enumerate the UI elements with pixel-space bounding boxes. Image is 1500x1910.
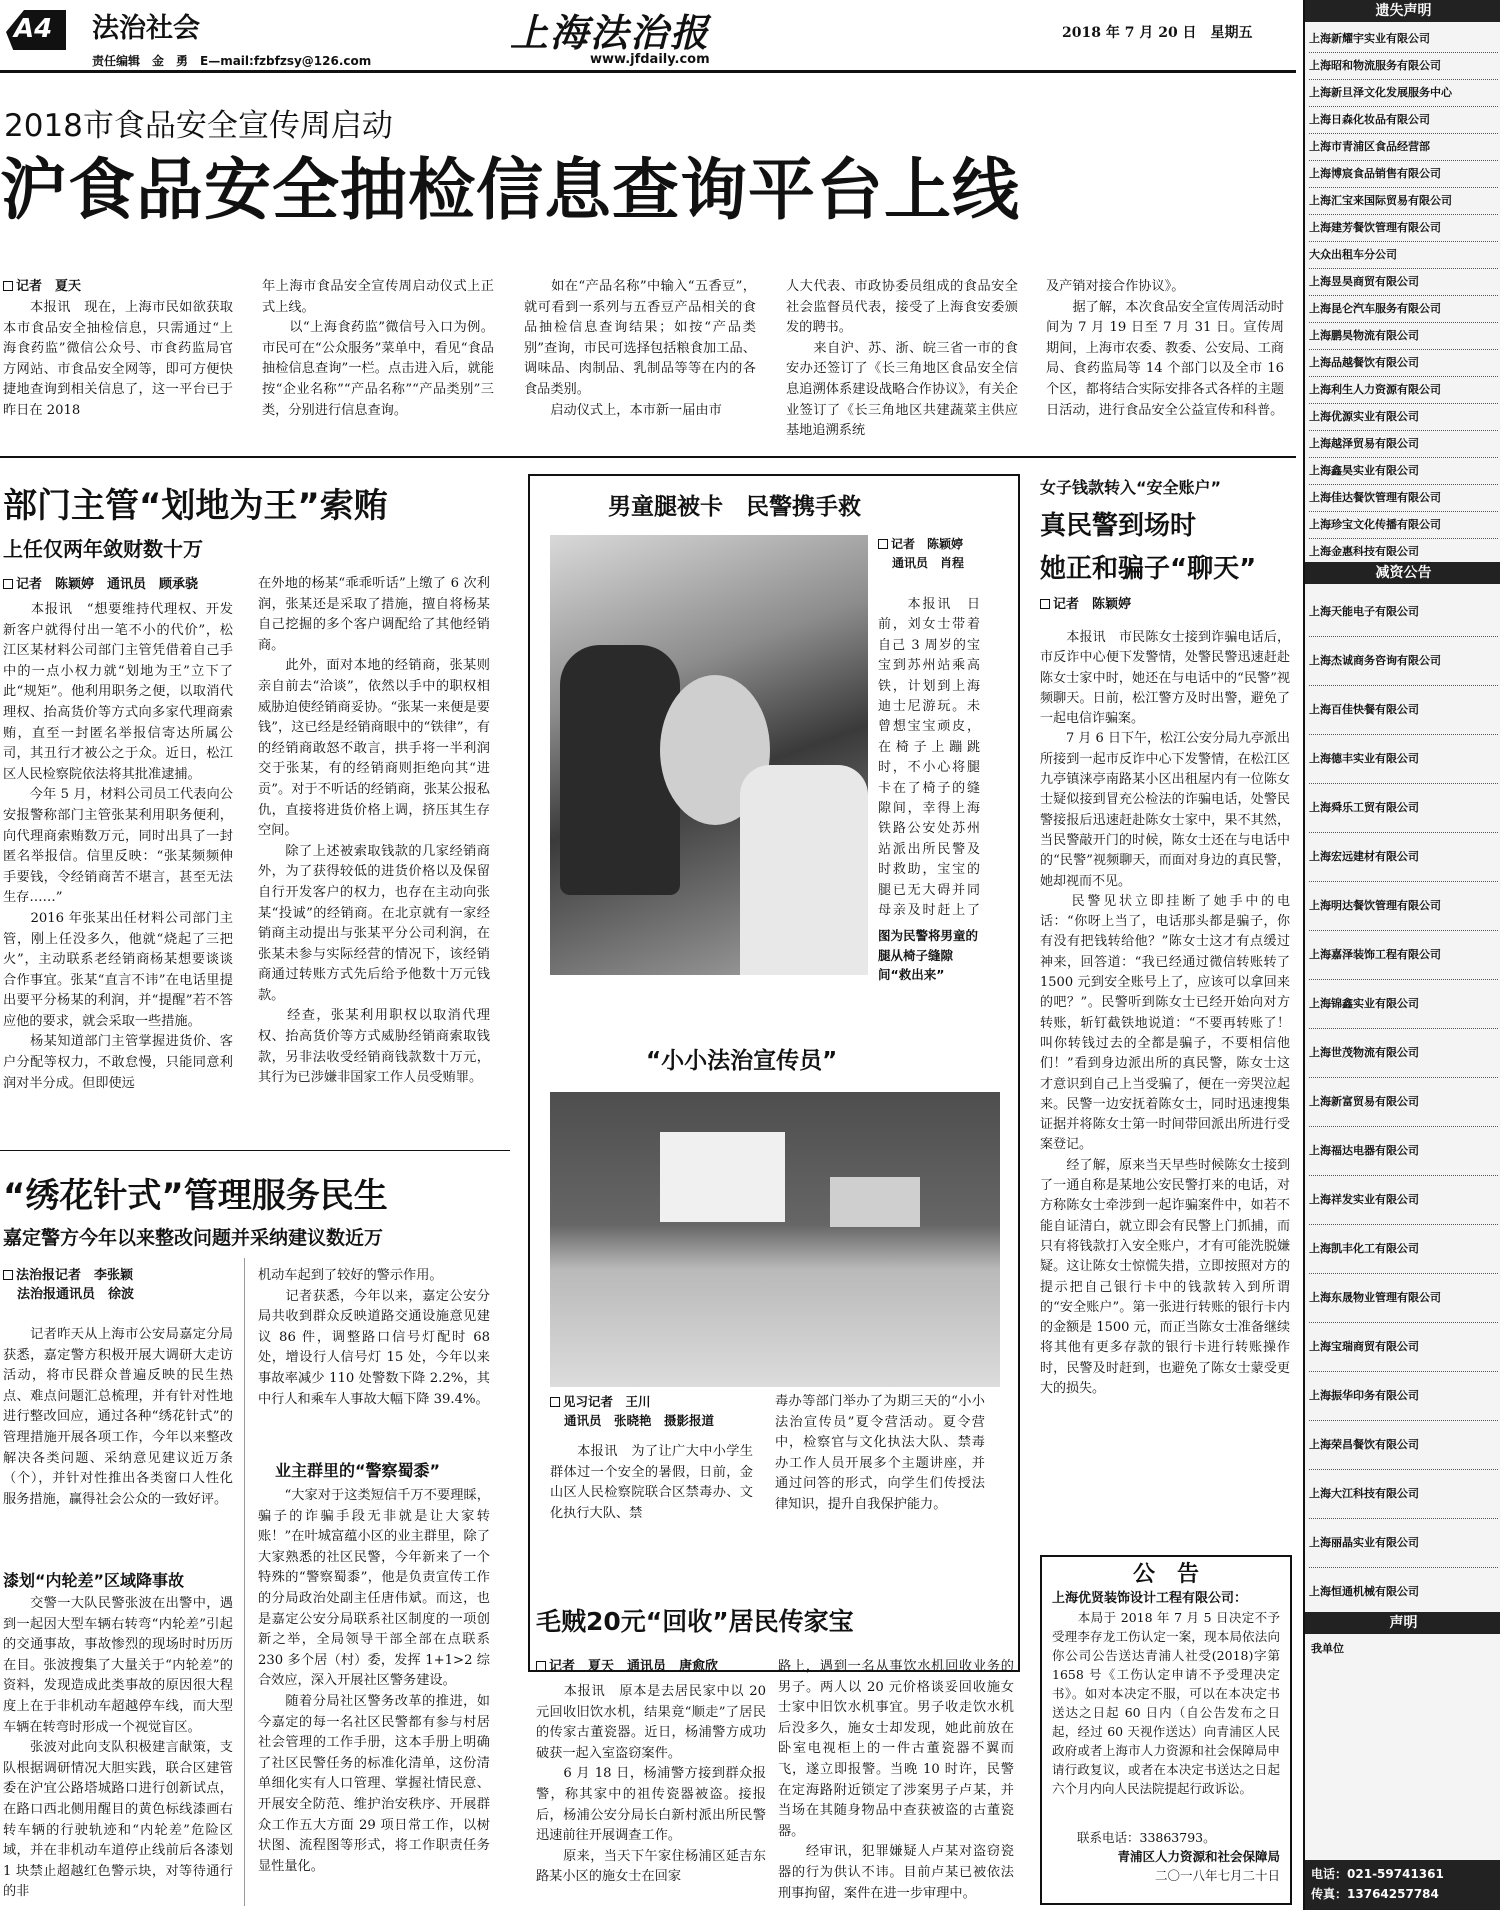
ad-item: 上海昱昊商贸有限公司 (1309, 269, 1498, 296)
ad-item: 上海恒通机械有限公司 (1309, 1568, 1498, 1608)
ad-item: 上海丽晶实业有限公司 (1309, 1519, 1498, 1568)
ad-item: 上海凯丰化工有限公司 (1309, 1225, 1498, 1274)
lead-col-2: 年上海市食品安全宣传周启动仪式上正式上线。 以“上海食药监”微信号入口为例。市民可在“公众服务”菜单中，看见“食品抽检信息查询”一栏。点击进入后，就能按“企业名称”“产品名称”“产品类别”三类，分别进行信息查询。 (262, 279, 494, 418)
ad-item: 上海东晟物业管理有限公司 (1309, 1274, 1498, 1323)
ad-item: 上海市青浦区食品经营部 (1309, 134, 1498, 161)
kids-headline: “小小法治宣传员” (646, 1048, 838, 1074)
thief-headline: 毛贼20元“回收”居民传家宝 (536, 1602, 860, 1638)
website: www.jfdaily.com (590, 52, 710, 67)
ad-item: 上海天能电子有限公司 (1309, 588, 1498, 637)
notice-title: 公 告 (1132, 1562, 1199, 1587)
phone-2: 13764257784 (1347, 1887, 1439, 1901)
ad-item: 上海百佳快餐有限公司 (1309, 686, 1498, 735)
ad-item: 上海宝瑞商贸有限公司 (1309, 1323, 1498, 1372)
ad-item: 上海昭和物流服务有限公司 (1309, 53, 1498, 80)
lead-kicker: 2018市食品安全宣传周启动 (4, 108, 393, 144)
ad-item: 上海金惠科技有限公司 (1309, 539, 1498, 556)
ads-list-2 (1309, 588, 1498, 1608)
ad-item: 上海荣昌餐饮有限公司 (1309, 1421, 1498, 1470)
lead-col-3: 如在“产品名称”中输入“五香豆”，就可看到一系列与五香豆产品相关的食品抽检信息查询结果；如按“产品类别”查询，市民可选择包括粮食加工品、调味品、肉制品、乳制品等等在内的各食品类别。 启动仪式上，本市新一届由市 (524, 279, 756, 418)
thief-col-1: 本报讯 原本是去居民家中以 20 元回收旧饮水机，结果竟“顺走”了居民的传家古董瓷器。近日，杨浦警方成功破获一起入室盗窃案件。 6 月 18 日，杨浦警方接到群众报警，称其家中的祖传瓷器被盗。接报后，杨浦公安分局长白新村派出所民警迅速前往开展调查工作。 原来，当天下午家住杨浦区延吉东路某小区的施女士在回家 (536, 1684, 766, 1885)
scam-headline-1: 真民警到场时 (1040, 511, 1197, 541)
ad-item: 上海鹏昊物流有限公司 (1309, 323, 1498, 350)
lead-col-1: 本报讯 现在，上海市民如欲获取本市食品安全抽检信息，只需通过“上海食药监”微信公众号、市食药监局官方网站、市食品安全网等，即可方便快捷地查询到相关信息了，这一平台已于昨日在 2018 (3, 300, 233, 418)
police-col-2: 机动车起到了较好的警示作用。 记者获悉，今年以来，嘉定公安分局共收到群众反映道路交通设施意见建议 86 件，调整路口信号灯配时 68 处，增设行人信号灯 15 处，今年以来事故率减少 110 处警数下降 2.2%，其中行人和乘车人事故大幅下降 39.4%。 (258, 1268, 490, 1407)
police-byline: 法治报记者 李张颖 法治报通讯员 徐波 (3, 1266, 134, 1304)
ads-list-1 (1309, 26, 1498, 556)
editor-line: 责任编辑 金 勇 E—mail:fzbfzsy@126.com (92, 54, 372, 68)
scam-headline-2: 她正和骗子“聊天” (1040, 554, 1257, 584)
bribe-byline: 记者 陈颖婷 通讯员 顾承骁 (3, 575, 198, 594)
ad-item: 上海大江科技有限公司 (1309, 1470, 1498, 1519)
ads-contact-bar: 电话：021-59741361 传真：13764257784 (1305, 1860, 1500, 1910)
boy-byline: 记者 陈颖婷 通讯员 肖程 (878, 535, 964, 573)
notice-text: 本局于 2018 年 7 月 5 日决定不予受理李存龙工伤认定一案，现本局依法向你公司公告送达青浦人社受(2018)字第 1658 号《工伤认定申请不予受理决定书》。如对本决定不服，可以在本决定书送达之日起 60 日内（自公告发布之日起，经过 60 天视作送达）向青浦区人民政府或者上海市人力资源和社会保障局申请行政复议，或者在本决定书送达之日起六个月内向人民法院提起行政诉讼。 (1052, 1610, 1280, 1796)
boy-text: 本报讯 日前，刘女士带着自己 3 周岁的宝宝到苏州站乘高铁，计划到上海迪士尼游玩。未曾想宝宝顽皮，在椅子上蹦跳时，不小心将腿卡在了椅子的缝隙间，幸得上海铁路公安处苏州站派出所民警及时救助，宝宝的腿已无大碍并同母亲及时赶上了 (878, 597, 980, 919)
ad-item: 上海建芳餐饮管理有限公司 (1309, 215, 1498, 242)
thief-byline: 记者 夏天 通讯员 唐愈欣 (536, 1657, 718, 1676)
notice-box (1040, 1555, 1292, 1905)
thief-col-2: 路上，遇到一名从事饮水机回收业务的男子。两人以 20 元价格谈妥回收施女士家中旧饮水机事宜。男子收走饮水机后没多久，施女士却发现，她此前放在卧室电视柜上的一件古董瓷器不翼而飞，遂立即报警。当晚 10 时许，民警在定海路附近锁定了涉案男子卢某，并当场在其随身物品中查获被盗的古董瓷器。 经审讯，犯罪嫌疑人卢某对盗窃瓷器的行为供认不讳。目前卢某已被依法刑事拘留，案件在进一步审理中。 (778, 1659, 1014, 1901)
ads-header-2: 减资公告 (1305, 562, 1500, 584)
masthead (0, 0, 1300, 72)
police-col-1b: 交警一大队民警张波在出警中，遇到一起因大型车辆右转弯“内轮差”引起的交通事故，事故惨烈的现场时时历历在目。张波搜集了大量关于“内轮差”的资料，发现造成此类事故的原因很大程度上在于非机动车超越停车线，而大型车辆在转弯时形成一个视觉盲区。 张波对此向支队积极建言献策，支队根据调研情况大胆实践，联合区建管委在沪宜公路塔城路口进行创新试点，在路口西北侧用醒目的黄色标线漆画右转车辆的行驶轨迹和“内轮差”危险区域，并在非机动车道停止线前后各漆划 1 块禁止超越红色警示块，对等待通行的非 (3, 1596, 233, 1900)
issue-date: 2018 年 7 月 20 日 星期五 (1062, 25, 1253, 41)
bribe-subhead: 上任仅两年敛财数十万 (3, 537, 203, 561)
lead-bottom-rule (0, 456, 1296, 458)
police-sub-2: 业主群里的“警察蜀黍” (275, 1461, 441, 1480)
police-subhead: 嘉定警方今年以来整改问题并采纳建议数近万 (3, 1227, 384, 1249)
ad-item: 上海日森化妆品有限公司 (1309, 107, 1498, 134)
ad-item: 上海新耀宇实业有限公司 (1309, 26, 1498, 53)
police-headline: “绣花针式”管理服务民生 (3, 1176, 388, 1216)
notice-company: 上海优贤装饰设计工程有限公司： (1052, 1591, 1248, 1606)
bribe-bottom-rule (0, 1150, 510, 1151)
ad-item: 上海杰诚商务咨询有限公司 (1309, 637, 1498, 686)
phone-1: 021-59741361 (1347, 1867, 1444, 1881)
bribe-headline: 部门主管“划地为王”索贿 (3, 486, 388, 526)
phone-label-2: 传真 (1311, 1887, 1336, 1901)
kids-photo (550, 1092, 1000, 1387)
ad-item: 上海振华印务有限公司 (1309, 1372, 1498, 1421)
police-sub-1: 漆划“内轮差”区域降事故 (3, 1571, 185, 1590)
masthead-rule (0, 70, 1296, 73)
ad-item: 上海汇宝来国际贸易有限公司 (1309, 188, 1498, 215)
classified-strip (1303, 0, 1500, 1910)
ad-item: 上海宏远建材有限公司 (1309, 833, 1498, 882)
ad-item: 上海博宸食品销售有限公司 (1309, 161, 1498, 188)
ad-item: 上海昆仑汽车服务有限公司 (1309, 296, 1498, 323)
ad-item: 上海祥发实业有限公司 (1309, 1176, 1498, 1225)
notice-issuer: 青浦区人力资源和社会保障局 (1117, 1849, 1280, 1864)
boy-photo (550, 535, 868, 975)
photo-screen (660, 1132, 785, 1222)
lead-col-4: 人大代表、市政协委员组成的食品安全社会监督员代表，接受了上海食安委颁发的聘书。 来自沪、苏、浙、皖三省一市的食安办还签订了《长三角地区食品安全信息追溯体系建设战略合作协议》，有关企业签订了《长三角地区共建蔬菜主供应基地追溯系统 (786, 279, 1018, 439)
ad-item: 上海福达电器有限公司 (1309, 1127, 1498, 1176)
photo-figure-officer-2 (740, 765, 868, 975)
ad-item: 上海优源实业有限公司 (1309, 404, 1498, 431)
page-label: A4 (14, 14, 53, 44)
kids-col-2: 毒办等部门举办了为期三天的“小小法治宣传员”夏令营活动。夏令营中，检察官与文化执法大队、禁毒办工作人员开展多个主题讲座，并通过问答的形式，向学生们传授法律知识，提升自我保护能力。 (775, 1394, 985, 1512)
ads-header-3: 声明 (1305, 1612, 1500, 1634)
notice-contact: 联系电话：33863793。 (1052, 1830, 1216, 1845)
kids-byline: 见习记者 王川 通讯员 张晓艳 摄影报道 (550, 1392, 714, 1430)
ad-item: 上海鑫昊实业有限公司 (1309, 458, 1498, 485)
ad-item: 上海越泽贸易有限公司 (1309, 431, 1498, 458)
section-title: 法治社会 (92, 13, 200, 44)
ad-item: 上海明达餐饮管理有限公司 (1309, 882, 1498, 931)
notice-date: 二〇一八年七月二十日 (1154, 1868, 1280, 1883)
lead-headline: 沪食品安全抽检信息查询平台上线 (0, 151, 1020, 229)
lead-byline: 记者 夏天 (3, 277, 81, 296)
ad-item: 上海佳达餐饮管理有限公司 (1309, 485, 1498, 512)
ads-bottom-text: 我单位 (1311, 1642, 1344, 1655)
boy-headline: 男童腿被卡 民警携手救 (608, 494, 861, 520)
ad-item: 上海品越餐饮有限公司 (1309, 350, 1498, 377)
ad-item: 上海新旦泽文化发展服务中心 (1309, 80, 1498, 107)
kids-col-1: 本报讯 为了让广大中小学生群体过一个安全的暑假，日前，金山区人民检察院联合区禁毒办、文化执行大队、禁 (550, 1444, 753, 1521)
ads-header-1: 遗失声明 (1305, 0, 1500, 22)
ad-item: 上海利生人力资源有限公司 (1309, 377, 1498, 404)
ad-item: 上海世茂物流有限公司 (1309, 1029, 1498, 1078)
ad-item: 上海珍宝文化传播有限公司 (1309, 512, 1498, 539)
paper-name-logo: 上海法治报 (510, 10, 711, 55)
bribe-col-1: 本报讯 “想要维持代理权、开发新客户就得付出一笔不小的代价”，松江区某材料公司部门主管凭借着自己手中的一点小权力就“划地为王”立下了此“规矩”。他利用职务之便，以取消代理权、抬高货价等方式向多家代理商索贿，直至一封匿名举报信寄达所属公司，其丑行才被公之于众。近日，松江区人民检察院依法将其批准逮捕。 今年 5 月，材料公司员工代表向公安报警称部门主管张某利用职务便利，向代理商索贿数万元，同时出具了一封匿名举报信。信里反映：“张某频频伸手要钱，令经销商苦不堪言，甚至无法生存……” 2016 年张某出任材料公司部门主管，刚上任没多久，他就“烧起了三把火”，主动联系老经销商杨某想要谈谈合作事宜。张某“直言不讳”在电话里提出要平分杨某的利润，并“提醒”若不答应他的要求，就会采取一些措施。 杨某知道部门主管掌握进货价、客户分配等权力，不敢怠慢，只能同意利润对半分成。但即使远 (3, 602, 233, 1091)
bribe-col-2: 在外地的杨某“乖乖听话”上缴了 6 次利润，张某还是采取了措施，擅自将杨某自己挖掘的多个客户调配给了其他经销商。 此外，面对本地的经销商，张某则亲自前去“洽谈”，依然以手中的职权相威胁迫使经销商妥协。“张某一来便是要钱”，这已经是经销商眼中的“铁律”，有的经销商敢怒不敢言，拱手将一半利润交于张某，有的经销商则拒绝向其“进贡”。对于不听话的经销商，张某公报私仇，直接将进货价格上调，挤压其生存空间。 除了上述被索取钱款的几家经销商外，为了获得较低的进货价格以及保留自行开发客户的权力，也存在主动向张某“投诚”的经销商。在北京就有一家经销商主动提出与张某平分公司利润，在张某未参与实际经营的情况下，该经销商通过转账方式先后给予他数十万元钱款。 经查，张某利用职权以取消代理权、抬高货价等方式威胁经销商索取钱款，另非法收受经销商钱款数十万元，其行为已涉嫌非国家工作人员受贿罪。 (258, 576, 490, 1086)
photo-podium (830, 1177, 920, 1227)
ad-item: 上海德丰实业有限公司 (1309, 735, 1498, 784)
scam-byline: 记者 陈颖婷 (1040, 595, 1131, 614)
ad-item: 上海嘉泽装饰工程有限公司 (1309, 931, 1498, 980)
scam-kicker: 女子钱款转入“安全账户” (1040, 478, 1222, 497)
ad-item: 大众出租车分公司 (1309, 242, 1498, 269)
ad-item: 上海新富贸易有限公司 (1309, 1078, 1498, 1127)
ad-item: 上海舜乐工贸有限公司 (1309, 784, 1498, 833)
lead-col-5: 及产销对接合作协议》。 据了解，本次食品安全宣传周活动时间为 7 月 19 日至 7 月 31 日。宣传周期间，上海市农委、教委、公安局、工商局、食药监局等 14 个部门以及全市 16 个区，都将结合实际安排各式各样的主题日活动，进行食品安全公益宣传和科普。 (1046, 279, 1284, 418)
police-col-1: 记者昨天从上海市公安局嘉定分局获悉，嘉定警方积极开展大调研大走访活动，将市民群众普遍反映的民生热点、难点问题汇总梳理，并有针对性地进行整改回应，通过各种“绣花针式”的管理措施开展各项工作，今年以来整改解决各类问题、采纳意见建议近万条（个），并针对性推出各类窗口人性化服务措施，赢得社会公众的一致好评。 (3, 1327, 233, 1507)
boy-caption: 图为民警将男童的腿从椅子缝隙间“救出来” (878, 928, 979, 982)
police-col-divider (244, 1258, 245, 1906)
phone-label-1: 电话 (1311, 1867, 1336, 1881)
police-col-2b: “大家对于这类短信千万不要理睬，骗子的诈骗手段无非就是让大家转账！”在叶城富蕴小区的业主群里，除了大家熟悉的社区民警，今年新来了一个特殊的“警察蜀黍”，他是负责宣传工作的分局政治处副主任唐伟斌。而这，也是嘉定公安分局联系社区制度的一项创新之举，全局领导干部全部在点联系 230 多个居（村）委，发挥 1+1>2 综合效应，深入开展社区警务建设。 随着分局社区警务改革的推进，如今嘉定的每一名社区民警都有参与村居社会管理的工作手册，这本手册上明确了社区民警任务的标准化清单，这份清单细化实有人口管理、掌握社情民意、开展安全防范、维护治安秩序、开展群众工作五大方面 29 项日常工作，以树状图、流程图等形式，将工作职责任务显性量化。 (258, 1488, 490, 1874)
ad-item: 上海锦鑫实业有限公司 (1309, 980, 1498, 1029)
scam-text: 本报讯 市民陈女士接到诈骗电话后，市反诈中心便下发警情，处警民警迅速赶赴陈女士家中时，她还在与电话中的“民警”视频聊天。日前，松江警方及时出警，避免了一起电信诈骗案。 7 月 6 日下午，松江公安分局九亭派出所接到一起市反诈中心下发警情，在松江区九亭镇涞亭南路某小区出租屋内有一位陈女士疑似接到冒充公检法的诈骗电话，处警民警接报后迅速赶赴陈女士家中，果不其然，当民警敲开门的时候，陈女士还在与电话中的“民警”视频聊天，而面对身边的真民警，她却视而不见。 民警见状立即挂断了她手中的电话：“你呀上当了，电话那头都是骗子，你有没有把钱转给他？”陈女士这才有点缓过神来，回答道：“我已经通过微信转账转了 1500 元到安全账号上了，应该可以拿回来的吧？”。民警听到陈女士已经开始向对方转账，斩钉截铁地说道：“不要再转账了！叫你转钱过去的全都是骗子，不要相信他们！”看到身边派出所的真民警，陈女士这才意识到自己上当受骗了，便在一旁哭泣起来。民警一边安抚着陈女士，同时迅速搜集证据并将陈女士第一时间带回派出所进行受案登记。 经了解，原来当天早些时候陈女士接到了一通自称是某地公安民警打来的电话，对方称陈女士牵涉到一起诈骗案件中，如若不能自证清白，就立即会有民警上门抓捕，而只有将钱款打入安全账户，才有可能洗脱嫌疑。这让陈女士惊慌失措，立即按照对方的提示把自己银行卡中的钱款转入到所谓的“安全账户”。第一张进行转账的银行卡内的金额是 1500 元，而正当陈女士准备继续将其他有更多存款的银行卡进行转账操作时，民警及时赶到，也避免了陈女士蒙受更大的损失。 (1040, 630, 1290, 1396)
